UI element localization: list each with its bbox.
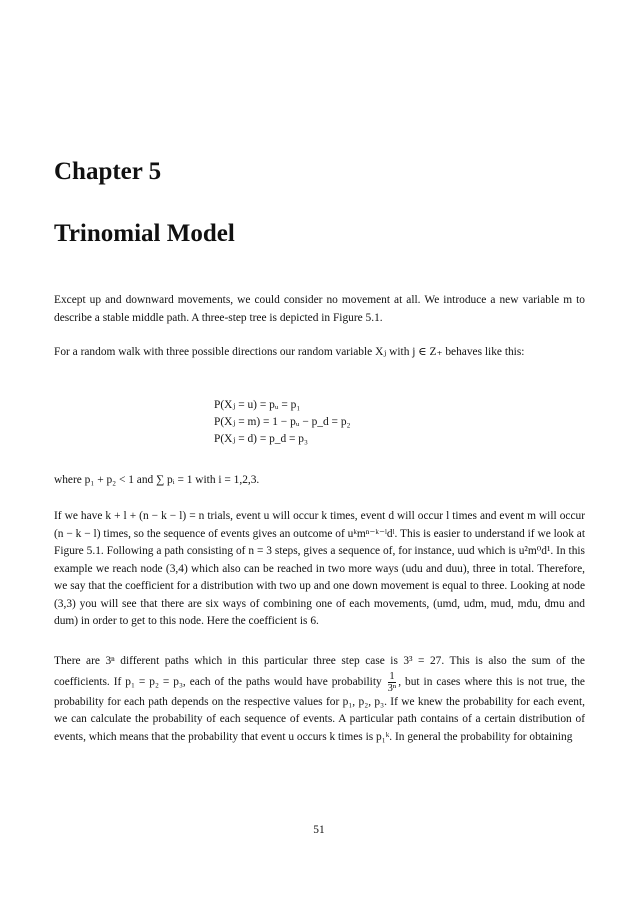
chapter-label: Chapter 5: [54, 158, 162, 185]
equation-up: P(Xⱼ = u) = pᵤ = p₁: [214, 399, 301, 411]
paragraph-intro: Except up and downward movements, we could consider no movement at all. We introduce a new variable m to describe a stable middle path. A three-step tree is depicted in Figure 5.1.: [54, 294, 585, 324]
paragraph-trials: If we have k + l + (n − k − l) = n trials, event u will occur k times, event d will occur l times and event m will occur (n − k − l) times, so the sequence of events gives an outcome of uᵏmⁿ⁻ᵏ⁻ˡdˡ. This is easier to understand if we look at Figure 5.1. Following a path consisting of n = 3 steps, gives a sequence of, for instance, uud which is u²m⁰d¹. In this example we reach node (3,4) which also can be reached in two more ways (udu and duu), three in total. Therefore, we say that the coefficient for a distribution with two up and one down movement is equal to three. Looking at node (3,3) you will see that there are six ways of combining one of each movements, (umd, udm, mud, mdu, dmu and dum) in order to get to this node. Here the coefficient is 6.: [54, 510, 585, 627]
equation-middle: P(Xⱼ = m) = 1 − pᵤ − p_d = p₂: [214, 416, 351, 428]
paragraph-random-walk: For a random walk with three possible directions our random variable Xⱼ with j ∈ Z₊ behaves like this:: [54, 346, 525, 358]
paragraph-paths: [54, 653, 585, 746]
paragraph-paths-part-2: , but in cases where this is not true, the probability for each path depends on the respective values for p₁, p₂, p₃. If we knew the probability for each event, we can calculate the probability of each sequence of events. A particular path contains of a certain distribution of events, which means that the probability that event u occurs k times is p₁ᵏ. In general the probability for obtaining: [54, 675, 585, 743]
chapter-title: Trinomial Model: [54, 220, 235, 247]
fraction-denominator: 3ⁿ: [387, 682, 397, 694]
page-number: 51: [313, 824, 325, 836]
equation-down: P(Xⱼ = d) = p_d = p₃: [214, 433, 308, 445]
fraction-numerator: 1: [389, 670, 395, 682]
paragraph-paths-part-1: There are 3ⁿ different paths which in this particular three step case is 3³ = 27. This is also the sum of the coefficients. If p₁ = p₂ = p₃, each of the paths would have probability: [54, 655, 585, 688]
fraction-one-over-3n: [388, 671, 397, 694]
paragraph-constraint: where p₁ + p₂ < 1 and ∑ pᵢ = 1 with i = 1,2,3.: [54, 474, 260, 486]
